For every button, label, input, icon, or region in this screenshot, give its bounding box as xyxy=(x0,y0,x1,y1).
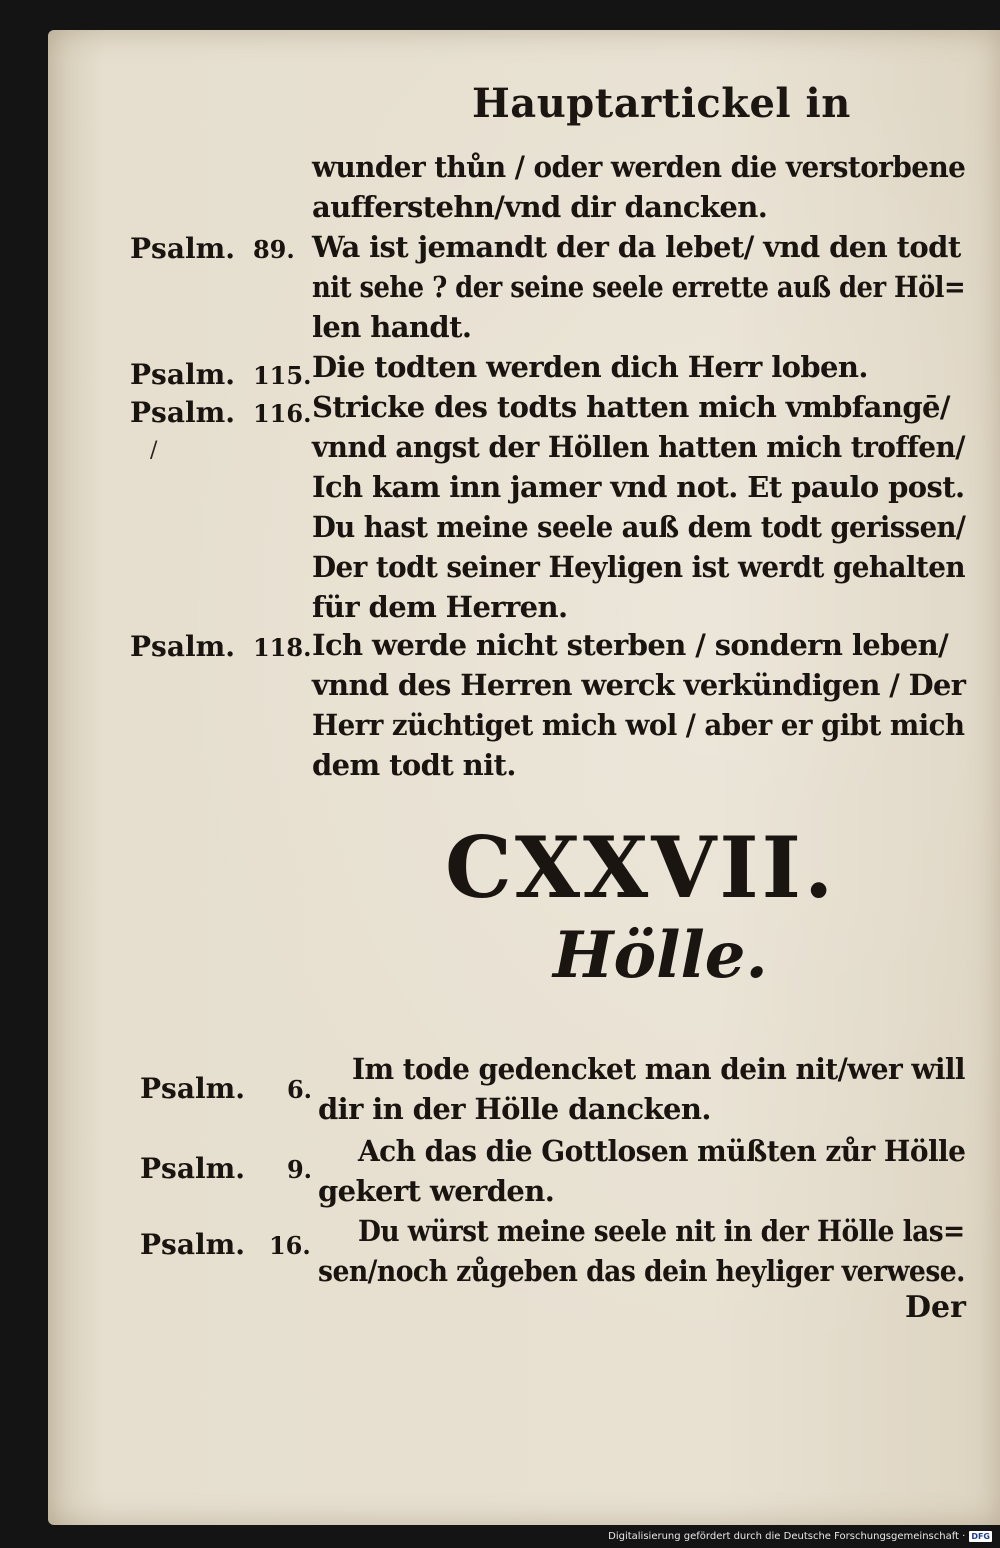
text-line: wunder thůn / oder werden die verstorbene xyxy=(312,150,966,184)
text-line: gekert werden. xyxy=(318,1174,555,1208)
chapter-number: CXXVII. xyxy=(445,818,837,917)
text-line: Du würst meine seele nit in der Hölle las= xyxy=(358,1214,965,1248)
psalm-reference xyxy=(130,396,311,429)
chapter-title: Hölle. xyxy=(553,918,768,993)
psalm-number: 115. xyxy=(252,361,312,390)
text-line: nit sehe ? der seine seele errette auß der Höl= xyxy=(312,270,966,304)
psalm-reference xyxy=(130,630,311,663)
psalm-reference xyxy=(130,232,295,265)
text-line: dir in der Hölle dancken. xyxy=(318,1092,711,1126)
text-line: sen/noch zůgeben das dein heyliger verwese. xyxy=(318,1254,965,1288)
text-line: vnnd angst der Höllen hatten mich troffen/ xyxy=(312,430,965,464)
text-line: Herr züchtiget mich wol / aber er gibt mich xyxy=(312,708,965,742)
psalm-reference xyxy=(140,1152,312,1185)
text-line: Ach das die Gottlosen müßten zůr Hölle xyxy=(358,1134,966,1168)
psalm-book: Psalm. xyxy=(130,358,235,391)
text-line: Die todten werden dich Herr loben. xyxy=(312,350,868,384)
catchword: Der xyxy=(905,1290,966,1325)
psalm-number: 89. xyxy=(252,235,295,264)
text-line: Im tode gedencket man dein nit/wer will xyxy=(352,1052,965,1086)
digitization-footer xyxy=(608,1531,992,1542)
psalm-book: Psalm. xyxy=(140,1072,245,1105)
psalm-book: Psalm. xyxy=(130,396,235,429)
text-line: dem todt nit. xyxy=(312,748,516,782)
dfg-logo-icon: DFG xyxy=(971,1532,990,1541)
psalm-number: 16. xyxy=(268,1231,311,1260)
psalm-book: Psalm. xyxy=(130,630,235,663)
psalm-number: 6. xyxy=(286,1075,313,1104)
text-line: Stricke des todts hatten mich vmbfangē/ xyxy=(312,390,950,424)
psalm-book: Psalm. xyxy=(140,1152,245,1185)
psalm-reference xyxy=(140,1228,311,1261)
margin-mark: / xyxy=(150,438,158,463)
text-line: Ich kam inn jamer vnd not. Et paulo post. xyxy=(312,470,965,504)
psalm-book: Psalm. xyxy=(140,1228,245,1261)
psalm-reference xyxy=(130,358,311,391)
text-line: aufferstehn/vnd dir dancken. xyxy=(312,190,768,224)
text-line: Ich werde nicht sterben / sondern leben/ xyxy=(312,628,949,662)
bleed-through-text xyxy=(728,320,735,345)
psalm-number: 9. xyxy=(286,1155,313,1184)
text-line: Wa ist jemandt der da lebet/ vnd den todt xyxy=(312,230,961,264)
text-line: für dem Herren. xyxy=(312,590,568,624)
footer-text: Digitalisierung gefördert durch die Deutsche Forschungsgemeinschaft · xyxy=(608,1531,966,1542)
psalm-number: 118. xyxy=(252,633,312,662)
psalm-book: Psalm. xyxy=(130,232,235,265)
psalm-number: 116. xyxy=(252,399,312,428)
text-line: Der todt seiner Heyligen ist werdt gehalten xyxy=(312,550,965,584)
text-line: Du hast meine seele auß dem todt gerissen/ xyxy=(312,510,966,544)
psalm-reference xyxy=(140,1072,312,1105)
text-line: len handt. xyxy=(312,310,472,344)
running-header: Hauptartickel in xyxy=(472,80,851,127)
text-line: vnnd des Herren werck verkündigen / Der xyxy=(312,668,966,702)
